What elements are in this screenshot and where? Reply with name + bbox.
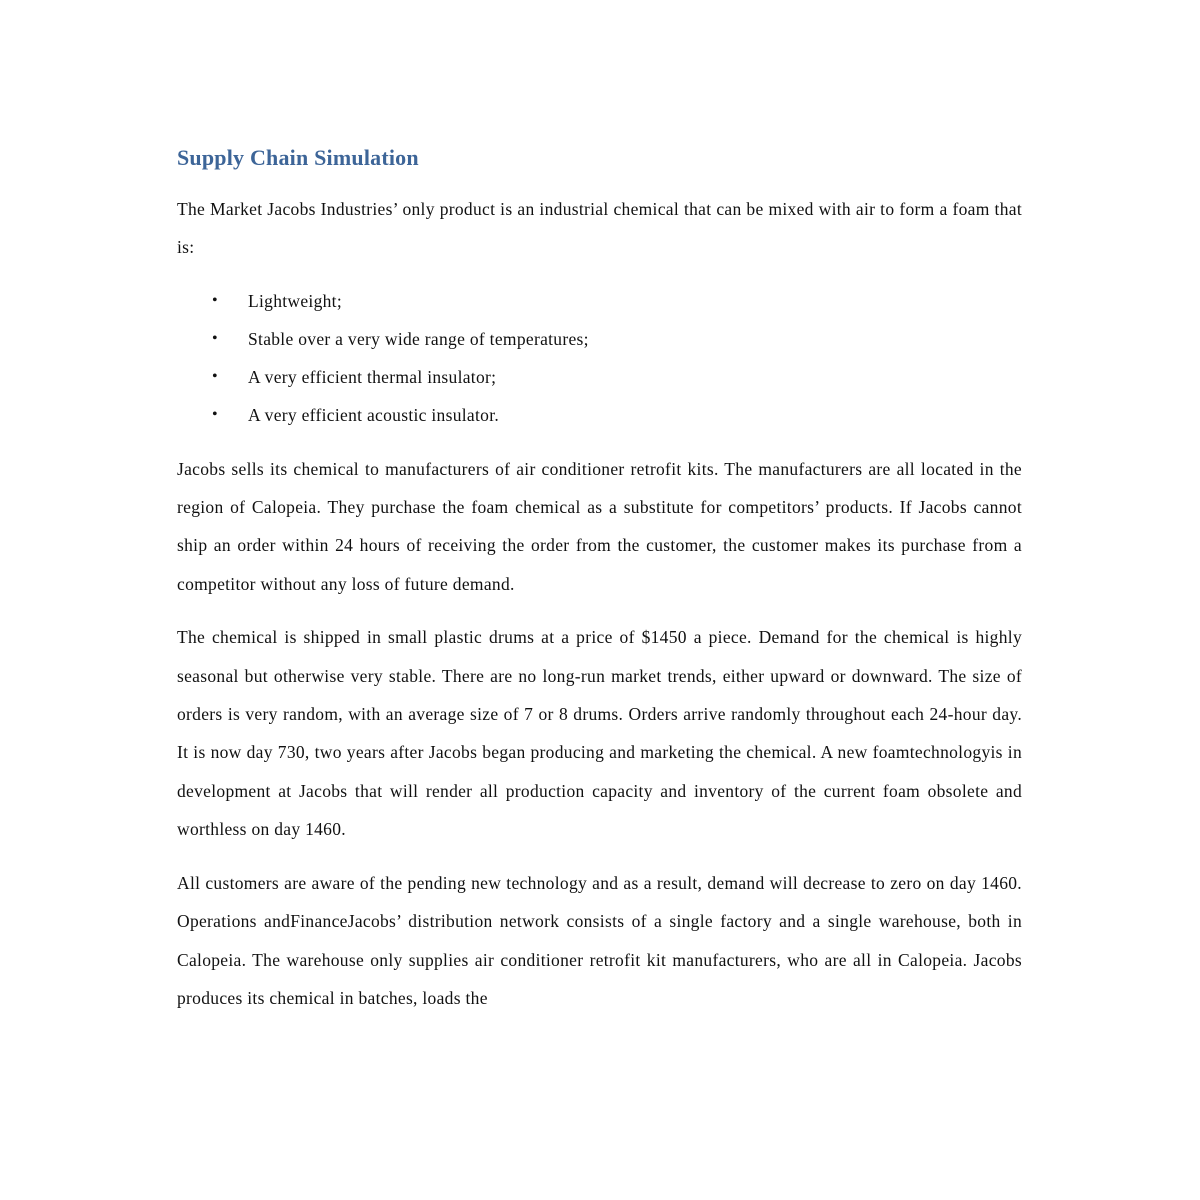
bullet-list: [177, 282, 1022, 435]
bullet-icon: •: [212, 330, 218, 348]
document-page: [177, 140, 1022, 1032]
body-paragraph: Jacobs sells its chemical to manufacturers of air conditioner retrofit kits. The manufacturers are all located in the region of Calopeia. They purchase the foam chemical as a substitute for competitors’ products. If Jacobs cannot ship an order within 24 hours of receiving the order from the customer, the customer makes its purchase from a competitor without any loss of future demand.: [177, 458, 1022, 594]
bullet-icon: •: [212, 368, 218, 386]
bullet-item: [177, 396, 1022, 434]
bullet-icon: •: [212, 406, 218, 424]
intro-paragraph: The Market Jacobs Industries’ only product is an industrial chemical that can be mixed with air to form a foam that is:: [177, 199, 1022, 258]
body-paragraph: The chemical is shipped in small plastic drums at a price of $1450 a piece. Demand for the chemical is highly seasonal but otherwise very stable. There are no long-run market trends, either upward or downward. The size of orders is very random, with an average size of 7 or 8 drums. Orders arrive randomly throughout each 24-hour day. It is now day 730, two years after Jacobs began producing and marketing the chemical. A new foamtechnologyis in development at Jacobs that will render all production capacity and inventory of the current foam obsolete and worthless on day 1460.: [177, 627, 1022, 840]
body-paragraph: All customers are aware of the pending new technology and as a result, demand will decrease to zero on day 1460. Operations andFinanceJacobs’ distribution network consists of a single factory and a single warehouse, both in Calopeia. The warehouse only supplies air conditioner retrofit kit manufacturers, who are all in Calopeia. Jacobs produces its chemical in batches, loads the: [177, 872, 1022, 1008]
bullet-icon: •: [212, 291, 218, 309]
bullet-text: Stable over a very wide range of temperatures;: [248, 329, 589, 350]
bullet-item: [177, 358, 1022, 396]
bullet-item: [177, 320, 1022, 358]
document-title: Supply Chain Simulation: [177, 145, 419, 170]
bullet-item: [177, 282, 1022, 320]
bullet-text: A very efficient thermal insulator;: [248, 367, 497, 388]
bullet-text: Lightweight;: [248, 290, 343, 311]
bullet-text: A very efficient acoustic insulator.: [248, 405, 500, 426]
